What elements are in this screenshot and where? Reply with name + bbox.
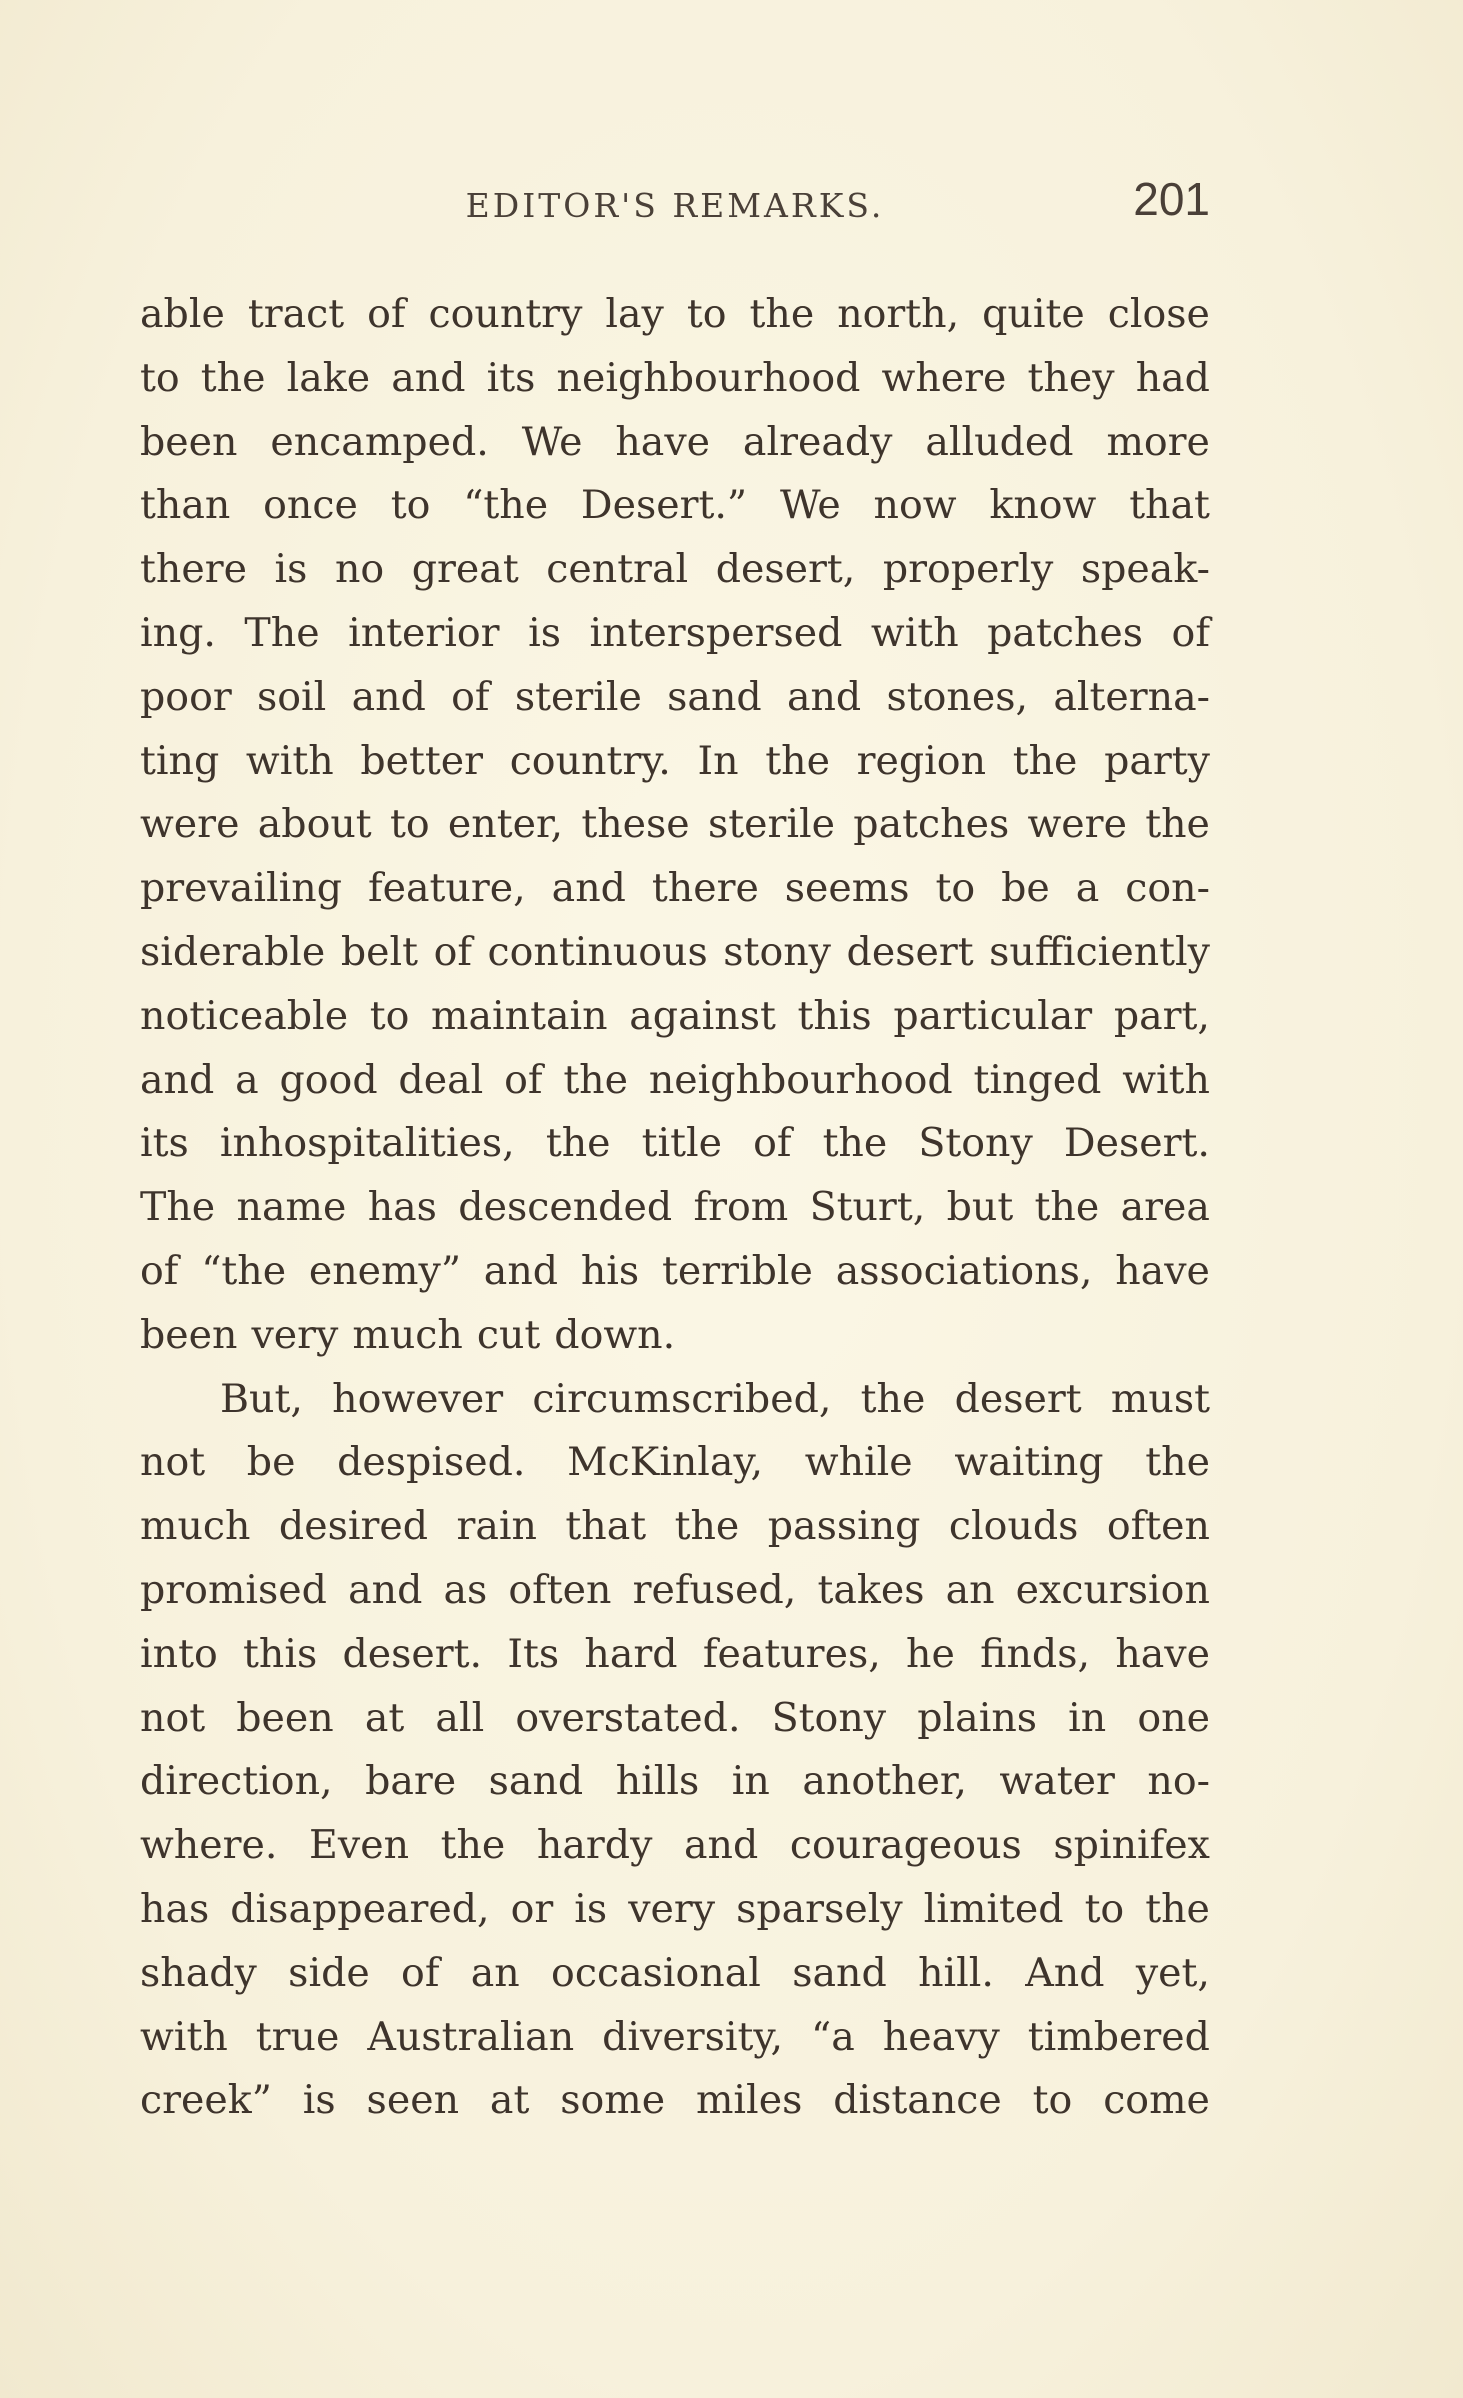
word: excursion xyxy=(1015,1566,1210,1613)
word: of xyxy=(140,1247,179,1294)
word: hill. xyxy=(918,1949,994,1996)
text-line xyxy=(140,1559,1210,1623)
word: of xyxy=(367,291,406,337)
word: another, xyxy=(802,1758,967,1805)
word: sterile xyxy=(707,801,836,848)
word: with xyxy=(245,737,334,784)
word: Stony xyxy=(918,1120,1033,1167)
word: The xyxy=(244,609,320,656)
word: patches xyxy=(987,609,1144,656)
word: tract xyxy=(247,291,345,337)
word: to xyxy=(686,291,727,337)
word: and xyxy=(140,1056,215,1103)
word: sand xyxy=(667,673,762,720)
text-line xyxy=(140,1942,1210,2006)
text-line xyxy=(140,1049,1210,1113)
word: than xyxy=(140,482,231,529)
word: a xyxy=(1075,865,1100,912)
word: But, xyxy=(220,1375,303,1422)
text-line xyxy=(140,347,1210,411)
word: bare xyxy=(365,1758,457,1805)
word: prevailing xyxy=(140,865,343,912)
word: is xyxy=(574,1885,608,1932)
word: patches xyxy=(853,801,1010,848)
word: of xyxy=(504,1056,543,1103)
word: McKinlay, xyxy=(567,1439,764,1486)
word: is xyxy=(528,609,561,656)
page-number: 201 xyxy=(1133,173,1210,225)
text-line xyxy=(140,1368,1210,1432)
word: to xyxy=(389,801,430,848)
word: hard xyxy=(584,1630,678,1677)
word: this xyxy=(243,1630,318,1677)
word: its xyxy=(486,354,536,401)
word: some xyxy=(560,2077,666,2124)
word: where. xyxy=(140,1822,278,1869)
word: Its xyxy=(507,1630,560,1677)
word: soil xyxy=(257,673,327,720)
text-line xyxy=(140,1814,1210,1878)
word: ting xyxy=(140,737,220,784)
word: sand xyxy=(488,1758,584,1805)
word: north, xyxy=(837,291,960,337)
text-line xyxy=(140,411,1210,475)
word: has xyxy=(367,1184,437,1231)
word: as xyxy=(443,1566,488,1613)
word: the xyxy=(860,1375,926,1422)
word: Desert. xyxy=(1063,1120,1210,1167)
word: were xyxy=(140,801,240,848)
word: the xyxy=(1012,737,1078,784)
word: at xyxy=(489,2077,530,2124)
word: quite xyxy=(982,291,1085,337)
word: hills xyxy=(615,1758,700,1805)
text-line xyxy=(140,921,1210,985)
word: the xyxy=(545,1120,611,1167)
word: inhospitalities, xyxy=(219,1120,515,1167)
word: descended xyxy=(458,1184,673,1231)
word: title xyxy=(641,1120,722,1167)
text-line xyxy=(140,602,1210,666)
text-line xyxy=(140,1687,1210,1751)
word: seems xyxy=(784,865,910,912)
word: shady xyxy=(140,1949,257,1996)
word: and xyxy=(683,1822,759,1869)
word: creek” xyxy=(140,2077,272,2124)
word: poor xyxy=(140,673,232,720)
word: the xyxy=(563,1056,629,1103)
word: he xyxy=(906,1630,955,1677)
word: they xyxy=(1027,354,1115,401)
word: region xyxy=(856,737,987,784)
word: desert, xyxy=(715,546,856,593)
word: to xyxy=(140,354,180,401)
word: must xyxy=(1110,1375,1210,1422)
word: of xyxy=(433,928,472,975)
word: the xyxy=(749,291,815,337)
word: much xyxy=(352,1311,463,1358)
word: much xyxy=(140,1503,251,1550)
word: plains xyxy=(917,1694,1038,1741)
word: yet, xyxy=(1135,1949,1210,1996)
word: from xyxy=(693,1184,789,1231)
word: alterna- xyxy=(1053,673,1210,720)
word: Sturt, xyxy=(809,1184,926,1231)
word: despised. xyxy=(337,1439,526,1486)
text-line xyxy=(140,1304,1210,1368)
word: to xyxy=(935,865,976,912)
word: to xyxy=(1032,2077,1073,2124)
word: miles xyxy=(695,2077,803,2124)
word: overstated. xyxy=(515,1694,741,1741)
word: the xyxy=(1145,1439,1210,1486)
word: the xyxy=(200,354,266,401)
word: the xyxy=(440,1822,506,1869)
word: no- xyxy=(1147,1758,1210,1805)
word: hardy xyxy=(536,1822,653,1869)
word: have xyxy=(615,418,711,465)
word: circumscribed, xyxy=(532,1375,832,1422)
word: that xyxy=(565,1503,647,1550)
word: Stony xyxy=(771,1694,887,1741)
word: cut xyxy=(476,1311,541,1358)
word: takes xyxy=(817,1566,925,1613)
word: were xyxy=(1027,801,1127,848)
word: is xyxy=(302,2077,336,2124)
word: rain xyxy=(456,1503,537,1550)
text-line xyxy=(140,1623,1210,1687)
word: often xyxy=(1106,1503,1210,1550)
word: encamped. xyxy=(270,418,489,465)
word: its xyxy=(140,1120,189,1167)
word: desired xyxy=(278,1503,429,1550)
word: this xyxy=(797,992,872,1039)
word: is xyxy=(274,546,308,593)
word: and xyxy=(391,354,466,401)
word: that xyxy=(1129,482,1210,529)
word: lay xyxy=(605,291,664,337)
word: And xyxy=(1025,1949,1105,1996)
word: there xyxy=(651,865,759,912)
word: disappeared, xyxy=(230,1885,490,1932)
word: there xyxy=(140,546,247,593)
text-line xyxy=(140,730,1210,794)
word: had xyxy=(1135,354,1210,401)
word: into xyxy=(140,1630,218,1677)
word: very xyxy=(628,1885,716,1932)
word: passing xyxy=(767,1503,921,1550)
word: deal xyxy=(398,1056,484,1103)
word: at xyxy=(364,1694,405,1741)
text-line xyxy=(140,1176,1210,1240)
word: true xyxy=(255,2013,340,2060)
word: promised xyxy=(140,1566,327,1613)
word: noticeable xyxy=(140,992,349,1039)
word: heavy xyxy=(882,2013,1000,2060)
word: sand xyxy=(792,1949,887,1996)
word: country. xyxy=(509,737,671,784)
word: and xyxy=(348,1566,423,1613)
word: with xyxy=(1122,1056,1210,1103)
word: one xyxy=(1137,1694,1210,1741)
word: of xyxy=(451,673,490,720)
word: enter, xyxy=(447,801,564,848)
text-line xyxy=(140,2006,1210,2070)
word: and xyxy=(351,673,426,720)
word: feature, xyxy=(368,865,526,912)
word: continuous xyxy=(487,928,708,975)
word: while xyxy=(804,1439,913,1486)
word: be xyxy=(246,1439,296,1486)
text-line xyxy=(140,1431,1210,1495)
word: the xyxy=(822,1120,888,1167)
word: have xyxy=(1115,1247,1210,1294)
word: desert xyxy=(846,928,974,975)
word: in xyxy=(731,1758,770,1805)
word: lake xyxy=(286,354,371,401)
word: features, xyxy=(702,1630,881,1677)
word: has xyxy=(140,1885,210,1932)
word: direction, xyxy=(140,1758,333,1805)
word: an xyxy=(470,1949,520,1996)
word: spinifex xyxy=(1053,1822,1210,1869)
word: however xyxy=(332,1375,504,1422)
word: not xyxy=(140,1694,206,1741)
word: come xyxy=(1103,2077,1210,2124)
word: good xyxy=(279,1056,378,1103)
word: and xyxy=(551,865,626,912)
running-title: EDITOR'S REMARKS. xyxy=(465,186,885,225)
word: desert. xyxy=(342,1630,483,1677)
word: of xyxy=(1171,609,1210,656)
word: “a xyxy=(811,2013,855,2060)
word: ing. xyxy=(140,609,216,656)
word: be xyxy=(1001,865,1050,912)
word: country xyxy=(428,291,583,337)
word: close xyxy=(1107,291,1210,337)
word: alluded xyxy=(925,418,1074,465)
word: in xyxy=(1068,1694,1107,1741)
word: seen xyxy=(366,2077,460,2124)
word: of xyxy=(753,1120,792,1167)
word: maintain xyxy=(431,992,608,1039)
word: and xyxy=(786,673,862,720)
text-line xyxy=(140,1878,1210,1942)
body-text xyxy=(140,283,1210,2133)
word: desert xyxy=(954,1375,1082,1422)
text-line xyxy=(140,666,1210,730)
word: diversity, xyxy=(602,2013,784,2060)
word: interior xyxy=(348,609,500,656)
word: We xyxy=(779,482,841,529)
word: of xyxy=(401,1949,440,1996)
word: the xyxy=(674,1503,740,1550)
word: water xyxy=(999,1758,1115,1805)
word: area xyxy=(1120,1184,1210,1231)
text-line xyxy=(140,474,1210,538)
word: terrible xyxy=(661,1247,813,1294)
word: all xyxy=(435,1694,485,1741)
word: better xyxy=(360,737,484,784)
word: stones, xyxy=(886,673,1029,720)
word: not xyxy=(140,1439,206,1486)
word: enemy” xyxy=(308,1247,462,1294)
word: already xyxy=(742,418,893,465)
word: know xyxy=(989,482,1097,529)
word: The xyxy=(140,1184,216,1231)
word: timbered xyxy=(1027,2013,1210,2060)
word: able xyxy=(140,291,225,337)
word: been xyxy=(236,1694,334,1741)
word: with xyxy=(140,2013,228,2060)
word: central xyxy=(546,546,689,593)
text-line xyxy=(140,2069,1210,2133)
text-line xyxy=(140,1112,1210,1176)
word: to xyxy=(369,992,410,1039)
word: but xyxy=(946,1184,1014,1231)
word: courageous xyxy=(789,1822,1022,1869)
word: no xyxy=(334,546,385,593)
word: to xyxy=(390,482,431,529)
word: the xyxy=(765,737,830,784)
word: or xyxy=(510,1885,554,1932)
word: speak- xyxy=(1080,546,1210,593)
word: been xyxy=(140,418,238,465)
word: more xyxy=(1106,418,1210,465)
word: In xyxy=(697,737,739,784)
text-line xyxy=(140,283,1210,347)
word: great xyxy=(411,546,519,593)
word: about xyxy=(257,801,372,848)
word: interspersed xyxy=(589,609,843,656)
text-line xyxy=(140,1750,1210,1814)
word: once xyxy=(263,482,358,529)
word: limited xyxy=(923,1885,1064,1932)
word: often xyxy=(508,1566,612,1613)
word: and xyxy=(483,1247,559,1294)
word: Even xyxy=(309,1822,410,1869)
word: down. xyxy=(554,1311,676,1358)
word: properly xyxy=(882,546,1054,593)
word: now xyxy=(873,482,957,529)
page-header xyxy=(140,172,1210,242)
word: the xyxy=(1145,801,1210,848)
text-line xyxy=(140,1240,1210,1304)
word: the xyxy=(1034,1184,1100,1231)
word: associations, xyxy=(835,1247,1093,1294)
word: sterile xyxy=(514,673,642,720)
text-line xyxy=(140,793,1210,857)
word: party xyxy=(1104,737,1210,784)
word: waiting xyxy=(954,1439,1104,1486)
text-line xyxy=(140,1495,1210,1559)
word: neighbourhood xyxy=(556,354,861,401)
word: belt xyxy=(340,928,419,975)
word: name xyxy=(236,1184,347,1231)
word: the xyxy=(1145,1885,1210,1932)
word: Australian xyxy=(367,2013,575,2060)
word: con- xyxy=(1125,865,1210,912)
word: finds, xyxy=(980,1630,1091,1677)
word: been xyxy=(140,1311,238,1358)
word: sparsely xyxy=(736,1885,903,1932)
word: Desert.” xyxy=(580,482,748,529)
text-line xyxy=(140,985,1210,1049)
word: siderable xyxy=(140,928,326,975)
word: a xyxy=(235,1056,259,1103)
word: tinged xyxy=(973,1056,1102,1103)
word: very xyxy=(251,1311,339,1358)
word: to xyxy=(1084,1885,1125,1932)
word: against xyxy=(629,992,776,1039)
word: where xyxy=(881,354,1007,401)
word: occasional xyxy=(551,1949,761,1996)
word: his xyxy=(580,1247,640,1294)
word: with xyxy=(870,609,959,656)
word: part, xyxy=(1113,992,1210,1039)
word: neighbourhood xyxy=(648,1056,953,1103)
word: refused, xyxy=(632,1566,797,1613)
word: particular xyxy=(893,992,1093,1039)
word: an xyxy=(945,1566,995,1613)
word: We xyxy=(521,418,583,465)
word: “the xyxy=(201,1247,287,1294)
word: sufficiently xyxy=(989,928,1210,975)
word: these xyxy=(581,801,690,848)
word: have xyxy=(1115,1630,1210,1677)
word: side xyxy=(288,1949,370,1996)
text-line xyxy=(140,857,1210,921)
word: clouds xyxy=(948,1503,1079,1550)
word: stony xyxy=(723,928,831,975)
word: “the xyxy=(463,482,549,529)
word: distance xyxy=(833,2077,1002,2124)
text-line xyxy=(140,538,1210,602)
